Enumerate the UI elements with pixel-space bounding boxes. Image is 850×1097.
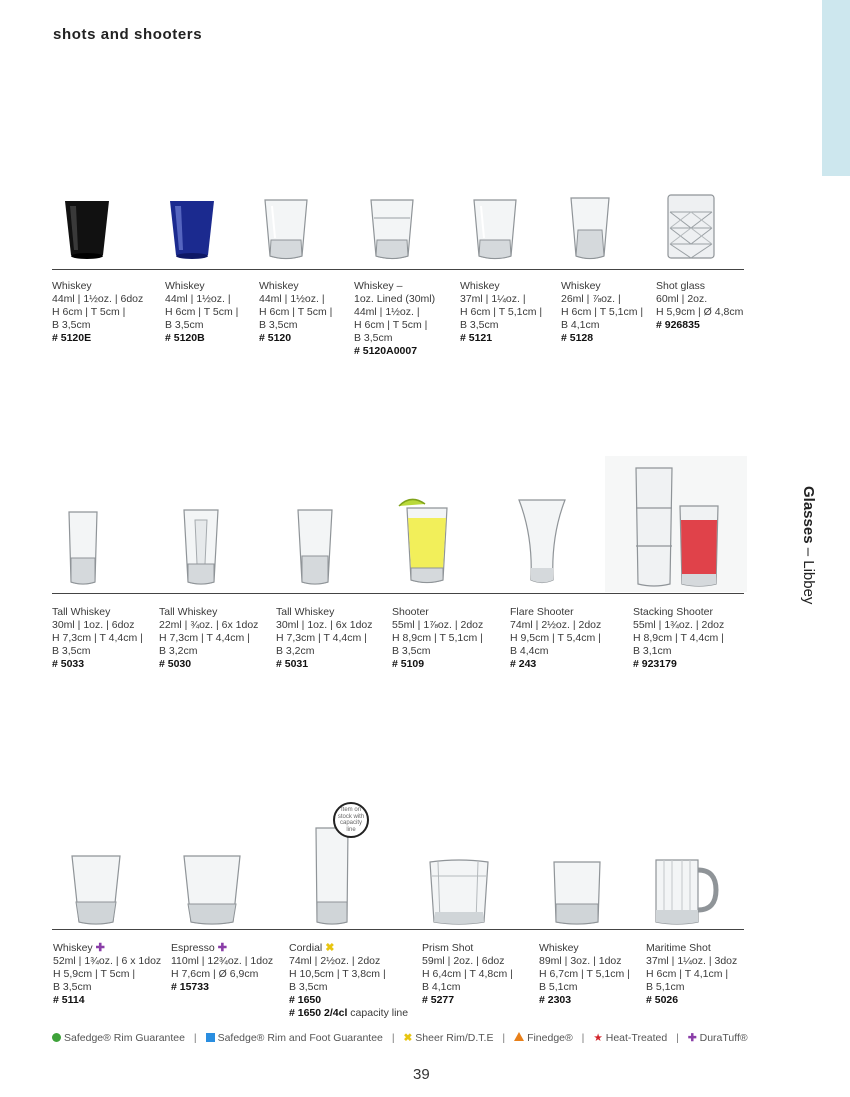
product-name: Tall Whiskey bbox=[159, 606, 218, 618]
clear-shot-glass-image bbox=[262, 196, 310, 262]
product-spec: H 7,3cm | T 4,4cm | bbox=[52, 632, 143, 644]
product-spec: B 4,1cm bbox=[561, 319, 600, 331]
cut-crystal-shot-glass-image bbox=[664, 192, 718, 262]
product-spec: 30ml | 1oz. | 6doz bbox=[52, 619, 135, 631]
product-name: Whiskey bbox=[259, 280, 299, 292]
product-spec: 52ml | 1¾oz. | 6 x 1doz bbox=[53, 955, 162, 967]
product-spec: 74ml | 2½oz. | 2doz bbox=[289, 955, 381, 967]
legend-label: Finedge® bbox=[527, 1032, 573, 1044]
section-label: Glasses – Libbey bbox=[800, 486, 817, 605]
product-code: # 5114 bbox=[53, 994, 85, 1006]
product-name: Cordial bbox=[289, 942, 323, 954]
product-5120A0007 bbox=[354, 280, 435, 358]
product-spec: H 6cm | T 5cm | bbox=[165, 306, 239, 318]
product-5031 bbox=[276, 606, 373, 671]
lined-shot-glass-image bbox=[368, 196, 416, 262]
row-divider bbox=[52, 929, 744, 930]
product-spec: H 6cm | T 4,1cm | bbox=[646, 968, 729, 980]
product-code: # 5120B bbox=[165, 332, 205, 344]
product-spec: B 3,5cm bbox=[259, 319, 298, 331]
duratuff-plus-icon: ✚ bbox=[95, 942, 105, 954]
product-name: Tall Whiskey bbox=[276, 606, 335, 618]
page-title: shots and shooters bbox=[53, 26, 203, 43]
product-spec: 110ml | 12¾oz. | 1doz bbox=[171, 955, 274, 967]
product-code: # 5120 bbox=[259, 332, 292, 344]
purple-plus-icon: ✚ bbox=[687, 1032, 697, 1044]
orange-triangle-icon bbox=[514, 1032, 524, 1041]
product-15733 bbox=[171, 942, 273, 994]
legend-label: Safedge® Rim and Foot Guarantee bbox=[217, 1032, 383, 1044]
product-spec: H 6,4cm | T 4,8cm | bbox=[422, 968, 513, 980]
product-5120 bbox=[259, 280, 332, 345]
product-5277 bbox=[422, 942, 513, 1007]
product-code: # 5031 bbox=[276, 658, 309, 670]
section-tab bbox=[822, 0, 850, 176]
product-923179 bbox=[633, 606, 724, 671]
legend: Safedge® Rim Guarantee | Safedge® Rim and Foot Guarantee | ✖ Sheer Rim/D.T.E | Finedge® | ★ Heat-Treated | ✚ DuraTuff® bbox=[52, 1032, 748, 1044]
product-spec: 26ml | ⅞oz. | bbox=[561, 293, 621, 305]
mini-mug-glass-image bbox=[650, 856, 722, 928]
product-name: Shot glass bbox=[656, 280, 706, 292]
product-name: Espresso bbox=[171, 942, 215, 954]
product-243 bbox=[510, 606, 601, 671]
product-spec: H 6cm | T 5cm | bbox=[354, 319, 428, 331]
product-spec: B 3,2cm bbox=[276, 645, 315, 657]
product-spec: H 6cm | T 5cm | bbox=[52, 306, 126, 318]
tall-shot-glass-image bbox=[295, 506, 335, 588]
tall-shot-glass-image bbox=[66, 508, 100, 588]
yellow-cross-icon: ✖ bbox=[403, 1032, 413, 1044]
product-5033 bbox=[52, 606, 143, 671]
product-name: Shooter bbox=[392, 606, 429, 618]
product-spec: H 8,9cm | T 4,4cm | bbox=[633, 632, 724, 644]
product-name: Whiskey bbox=[52, 280, 92, 292]
product-5026 bbox=[646, 942, 737, 1007]
product-5030 bbox=[159, 606, 258, 671]
product-code: # 5026 bbox=[646, 994, 679, 1006]
heavy-base-shot-glass-image bbox=[68, 852, 124, 928]
product-spec: H 5,9cm | Ø 4,8cm bbox=[656, 306, 744, 318]
product-name: Whiskey bbox=[539, 942, 579, 954]
product-5120E bbox=[52, 280, 143, 345]
product-spec: 89ml | 3oz. | 1doz bbox=[539, 955, 622, 967]
black-shot-glass-image bbox=[60, 198, 114, 262]
product-spec: H 6cm | T 5,1cm | bbox=[561, 306, 644, 318]
capacity-line-badge: Item on stock with capacity line bbox=[333, 802, 369, 838]
product-name: Prism Shot bbox=[422, 942, 474, 954]
product-926835 bbox=[656, 280, 743, 332]
product-spec: B 3,5cm bbox=[392, 645, 431, 657]
product-2303 bbox=[539, 942, 630, 1007]
product-spec: H 7,3cm | T 4,4cm | bbox=[276, 632, 367, 644]
product-code: # 5121 bbox=[460, 332, 493, 344]
product-spec: 44ml | 1½oz. | bbox=[259, 293, 325, 305]
product-name: Whiskey bbox=[53, 942, 93, 954]
product-spec: 44ml | 1½oz. | bbox=[354, 306, 420, 318]
product-name: Whiskey bbox=[460, 280, 500, 292]
product-code: # 5030 bbox=[159, 658, 192, 670]
clear-shot-glass-image bbox=[471, 196, 519, 262]
page-number: 39 bbox=[413, 1066, 430, 1083]
product-spec: B 4,4cm bbox=[510, 645, 549, 657]
product-name: Flare Shooter bbox=[510, 606, 574, 618]
product-spec: 55ml | 1¾oz. | 2doz bbox=[633, 619, 725, 631]
cordial-glass-image bbox=[312, 826, 352, 928]
product-name: Whiskey bbox=[165, 280, 205, 292]
product-spec: H 6cm | T 5,1cm | bbox=[460, 306, 543, 318]
product-5114 bbox=[53, 942, 161, 1007]
product-code: # 5277 bbox=[422, 994, 455, 1006]
product-spec: H 9,5cm | T 5,4cm | bbox=[510, 632, 601, 644]
product-code: # 5120E bbox=[52, 332, 92, 344]
product-spec: B 3,2cm bbox=[159, 645, 198, 657]
stacking-shooter-glasses-image bbox=[632, 466, 722, 590]
product-spec: 74ml | 2½oz. | 2doz bbox=[510, 619, 602, 631]
product-spec: 44ml | 1½oz. | 6doz bbox=[52, 293, 144, 305]
product-code: # 5120A0007 bbox=[354, 345, 418, 357]
prism-shot-glass-image bbox=[426, 856, 492, 928]
row-divider bbox=[52, 269, 744, 270]
shooter-with-lime-image bbox=[397, 494, 457, 588]
product-code: # 2303 bbox=[539, 994, 572, 1006]
product-spec: B 3,5cm bbox=[354, 332, 393, 344]
product-spec: H 6cm | T 5cm | bbox=[259, 306, 333, 318]
product-1650 bbox=[289, 942, 408, 1020]
blue-shot-glass-image bbox=[165, 198, 219, 262]
product-5120B bbox=[165, 280, 238, 345]
product-spec: 30ml | 1oz. | 6x 1doz bbox=[276, 619, 373, 631]
product-name: Whiskey – bbox=[354, 280, 403, 292]
product-spec: 55ml | 1⅞oz. | 2doz bbox=[392, 619, 484, 631]
product-code: # 926835 bbox=[656, 319, 700, 331]
product-code: # 243 bbox=[510, 658, 537, 670]
product-spec: 44ml | 1½oz. | bbox=[165, 293, 231, 305]
duratuff-plus-icon: ✚ bbox=[217, 942, 227, 954]
product-5121 bbox=[460, 280, 542, 345]
legend-label: Sheer Rim/D.T.E bbox=[415, 1032, 494, 1044]
tall-shot-glass-image bbox=[181, 506, 221, 588]
legend-label: DuraTuff® bbox=[699, 1032, 748, 1044]
product-spec: 22ml | ¾oz. | 6x 1doz bbox=[159, 619, 259, 631]
flare-shooter-glass-image bbox=[517, 496, 567, 588]
product-5109 bbox=[392, 606, 483, 671]
clear-shot-glass-image bbox=[568, 194, 612, 262]
product-spec: B 3,5cm bbox=[165, 319, 204, 331]
legend-label: Heat-Treated bbox=[605, 1032, 668, 1044]
product-code-capacity-line: # 1650 2/4cl capacity line bbox=[289, 1007, 409, 1019]
espresso-glass-image bbox=[180, 852, 244, 928]
product-name: Stacking Shooter bbox=[633, 606, 713, 618]
product-spec: B 3,5cm bbox=[289, 981, 328, 993]
product-code: # 5128 bbox=[561, 332, 594, 344]
product-name: Maritime Shot bbox=[646, 942, 711, 954]
product-spec: H 7,3cm | T 4,4cm | bbox=[159, 632, 250, 644]
product-spec: B 3,1cm bbox=[633, 645, 672, 657]
product-spec: B 3,5cm bbox=[52, 319, 91, 331]
product-spec: H 6,7cm | T 5,1cm | bbox=[539, 968, 630, 980]
product-spec: H 8,9cm | T 5,1cm | bbox=[392, 632, 483, 644]
product-spec: B 5,1cm bbox=[646, 981, 685, 993]
whiskey-tumbler-image bbox=[551, 858, 603, 928]
product-spec: 1oz. Lined (30ml) bbox=[354, 293, 436, 305]
product-spec: B 5,1cm bbox=[539, 981, 578, 993]
legend-label: Safedge® Rim Guarantee bbox=[64, 1032, 185, 1044]
product-spec: B 3,5cm bbox=[460, 319, 499, 331]
product-spec: B 4,1cm bbox=[422, 981, 461, 993]
product-spec: B 3,5cm bbox=[52, 645, 91, 657]
product-spec: H 7,6cm | Ø 6,9cm bbox=[171, 968, 259, 980]
product-spec: H 5,9cm | T 5cm | bbox=[53, 968, 136, 980]
product-code: # 5033 bbox=[52, 658, 85, 670]
blue-square-icon bbox=[206, 1033, 215, 1042]
product-name: Whiskey bbox=[561, 280, 601, 292]
product-code: # 5109 bbox=[392, 658, 425, 670]
product-5128 bbox=[561, 280, 643, 345]
product-spec: 60ml | 2oz. bbox=[656, 293, 708, 305]
product-name: Tall Whiskey bbox=[52, 606, 111, 618]
product-code: # 1650 bbox=[289, 994, 322, 1006]
sheer-rim-cross-icon: ✖ bbox=[325, 942, 335, 954]
product-spec: 59ml | 2oz. | 6doz bbox=[422, 955, 505, 967]
product-code: # 923179 bbox=[633, 658, 677, 670]
product-spec: B 3,5cm bbox=[53, 981, 92, 993]
row-divider bbox=[52, 593, 744, 594]
product-spec: H 10,5cm | T 3,8cm | bbox=[289, 968, 386, 980]
product-code: # 15733 bbox=[171, 981, 209, 993]
product-spec: 37ml | 1¼oz. | bbox=[460, 293, 526, 305]
green-dot-icon bbox=[52, 1033, 61, 1042]
product-spec: 37ml | 1¼oz. | 3doz bbox=[646, 955, 738, 967]
red-star-icon: ★ bbox=[593, 1032, 603, 1044]
